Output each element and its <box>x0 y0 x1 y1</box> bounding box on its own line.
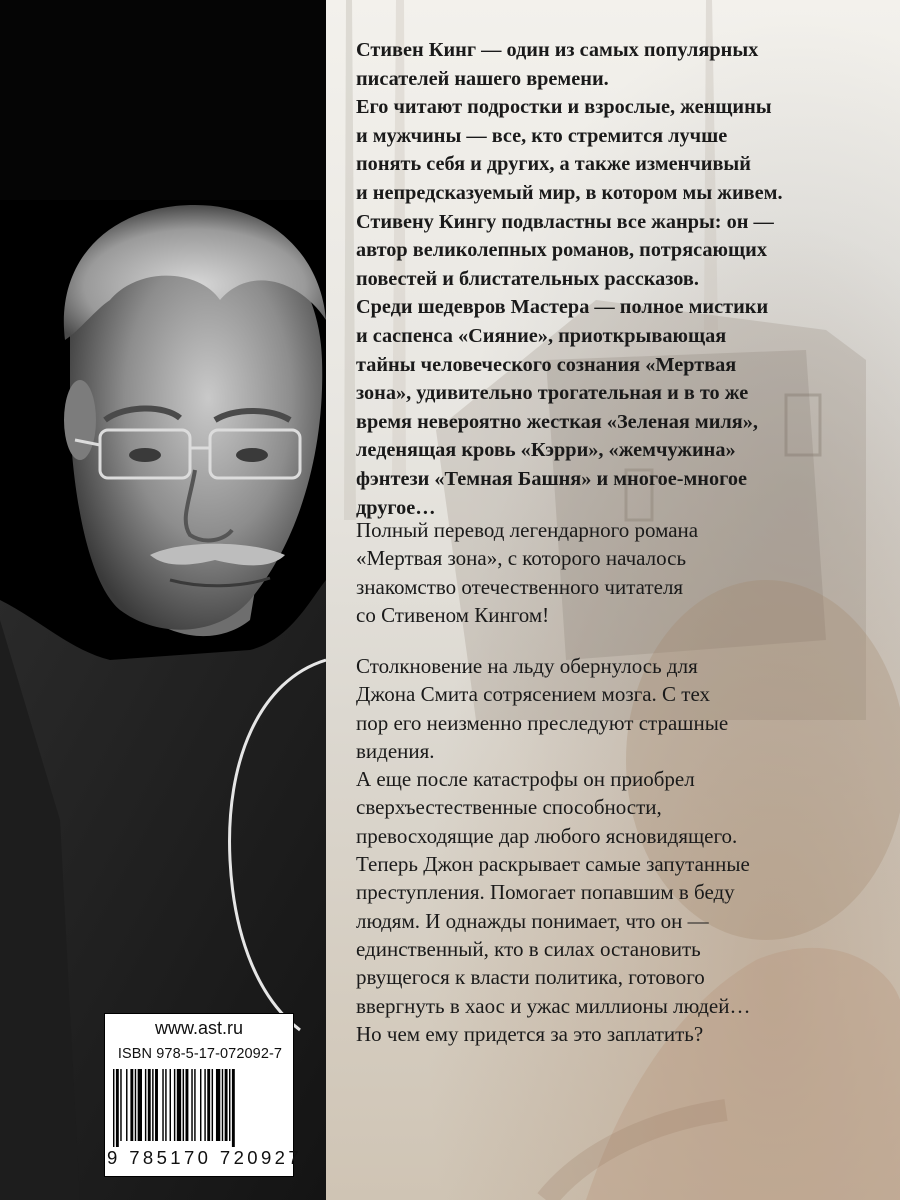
author-description <box>356 36 896 522</box>
text-line: и непредсказуемый мир, в котором мы живем. <box>356 181 783 204</box>
text-line: леденящая кровь «Кэрри», «жемчужина» <box>356 439 736 462</box>
barcode-bar <box>194 1069 195 1141</box>
barcode-bar <box>229 1069 230 1141</box>
plot-synopsis <box>356 652 896 1048</box>
barcode-bar <box>126 1069 127 1141</box>
barcode-bar <box>120 1069 121 1141</box>
barcode-box <box>104 1013 303 1177</box>
barcode-bar <box>145 1069 146 1141</box>
text-line: пор его неизменно преследуют страшные <box>356 710 729 735</box>
text-line: другое… <box>356 496 436 519</box>
text-line: время невероятно жесткая «Зеленая миля», <box>356 410 758 433</box>
barcode-bar <box>212 1069 213 1141</box>
text-line: понять себя и других, а также изменчивый <box>356 153 751 176</box>
isbn-label: ISBN 978-5-17-072092-7 <box>117 1046 283 1062</box>
text-line: А еще после катастрофы он приобрел <box>356 767 695 792</box>
barcode-bar <box>148 1069 151 1141</box>
barcode-bar <box>155 1069 158 1141</box>
text-line: Его читают подростки и взрослые, женщины <box>356 96 772 119</box>
barcode-bar <box>200 1069 201 1141</box>
text-line: автор великолепных романов, потрясающих <box>356 239 768 262</box>
barcode-bar <box>113 1069 114 1147</box>
text-line: Среди шедевров Мастера — полное мистики <box>356 296 769 319</box>
blurb-panel <box>326 0 900 1200</box>
barcode-bar <box>232 1069 235 1147</box>
barcode-bar <box>183 1069 184 1141</box>
text-line: повестей и блистательных рассказов. <box>356 267 699 290</box>
text-line: видения. <box>356 738 435 763</box>
text-line: писателей нашего времени. <box>356 67 609 90</box>
barcode-bar <box>216 1069 220 1141</box>
text-line: единственный, кто в силах остановить <box>356 936 701 961</box>
barcode-bar <box>116 1069 119 1147</box>
text-line: и мужчины — все, кто стремится лучше <box>356 124 728 147</box>
text-line: и саспенса «Сияние», приоткрывающая <box>356 324 727 347</box>
text-line: Стивену Кингу подвластны все жанры: он — <box>356 210 774 233</box>
barcode-bar <box>152 1069 153 1141</box>
text-line: тайны человеческого сознания «Мертвая <box>356 353 737 376</box>
barcode-bar <box>207 1069 210 1141</box>
barcode-bar <box>204 1069 205 1141</box>
text-line: Теперь Джон раскрывает самые запутанные <box>356 852 750 877</box>
barcode-icon <box>111 1069 287 1147</box>
text-line: Полный перевод легендарного романа <box>356 518 699 542</box>
text-line: преступления. Помогает попавшим в беду <box>356 880 735 905</box>
barcode-bar <box>225 1069 228 1141</box>
barcode-bar <box>162 1069 163 1141</box>
text-line: зона», удивительно трогательная и в то же <box>356 382 749 405</box>
text-line: рвущегося к власти политика, готового <box>356 965 705 990</box>
text-line: фэнтези «Темная Башня» и многое-многое <box>356 467 747 490</box>
barcode-bar <box>165 1069 166 1141</box>
translation-note <box>356 516 896 629</box>
barcode-bar <box>174 1069 175 1141</box>
barcode-bar <box>191 1069 192 1141</box>
barcode-bar <box>186 1069 189 1141</box>
text-line: ввергнуть в хаос и ужас миллионы людей… <box>356 993 751 1018</box>
text-line: Джона Смита сотрясением мозга. С тех <box>356 682 711 707</box>
text-line: Но чем ему придется за это заплатить? <box>356 1021 704 1046</box>
barcode-bar <box>135 1069 136 1141</box>
barcode-bar <box>130 1069 133 1141</box>
text-line: людям. И однажды понимает, что он — <box>356 908 709 933</box>
text-line: знакомство отечественного читателя <box>356 574 684 599</box>
text-line: превосходящие дар любого ясновидящего. <box>356 823 738 848</box>
barcode-bar <box>170 1069 171 1141</box>
text-line: со Стивеном Кингом! <box>356 602 550 627</box>
text-line: сверхъестественные способности, <box>356 795 662 820</box>
publisher-url: www.ast.ru <box>154 1018 244 1038</box>
barcode-digits: 9 785170 720927 <box>107 1147 303 1168</box>
text-line: Стивен Кинг — один из самых популярных <box>356 39 759 61</box>
text-line: «Мертвая зона», с которого началось <box>356 546 687 571</box>
barcode-bar <box>222 1069 223 1141</box>
barcode-bar <box>138 1069 142 1141</box>
barcode-bar <box>177 1069 181 1141</box>
text-line: Столкновение на льду обернулось для <box>356 654 698 678</box>
